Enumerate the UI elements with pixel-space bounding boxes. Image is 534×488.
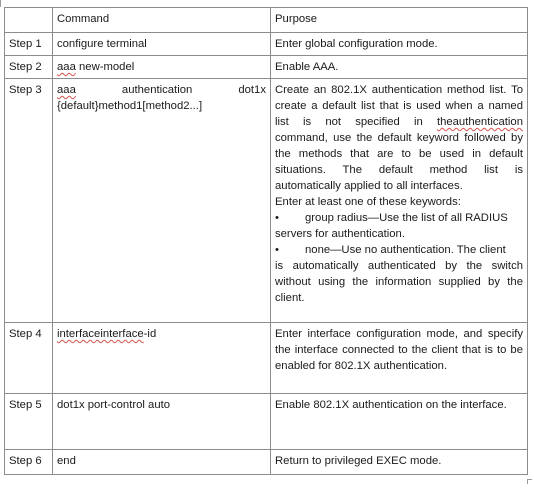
- command-line-1: [57, 82, 266, 98]
- step-label: Step 2: [5, 56, 53, 79]
- step-label: Step 5: [5, 394, 53, 450]
- list-item-none: • none—Use no authentication. The client: [275, 244, 506, 256]
- command-cell: end: [53, 450, 271, 475]
- command-word-dot1x: dot1x: [238, 84, 266, 96]
- header-purpose-cell: Purpose: [271, 8, 528, 33]
- purpose-cell: Enter global configuration mode.: [271, 33, 528, 56]
- configuration-steps-table: [4, 7, 528, 475]
- table-row-step-3: [5, 79, 528, 323]
- table-row-step-6: [5, 450, 528, 475]
- command-cell: dot1x port-control auto: [53, 394, 271, 450]
- step-label: Step 4: [5, 323, 53, 394]
- purpose-paragraph-1: Create an 802.1X authentication method list. To create a default list that is used when a named list is not specified in theauthentication command, use the default keyword followed by the methods that are to be used in default situations. The default method list is automatically applied to all interfaces.: [275, 84, 523, 192]
- purpose-cell: Return to privileged EXEC mode.: [271, 450, 528, 475]
- table-row-step-5: [5, 394, 528, 450]
- command-word-authentication: authentication: [121, 84, 193, 96]
- corner-mark-top-left: [0, 0, 1, 7]
- table-row-step-2: [5, 56, 528, 79]
- command-cell: [53, 56, 271, 79]
- bullet-icon: •: [275, 244, 279, 256]
- header-command-cell: Command: [53, 8, 271, 33]
- purpose-cell: Enter interface configuration mode, and specify the interface connected to the client that is to be enabled for 802.1X authentication.: [271, 323, 528, 394]
- command-keyword-aaa: aaa: [57, 61, 76, 73]
- step-label: Step 1: [5, 33, 53, 56]
- command-cell: [53, 79, 271, 323]
- table-row-step-4: [5, 323, 528, 394]
- command-keyword-interface: interfaceinterface: [57, 328, 144, 340]
- purpose-cell: [271, 79, 528, 323]
- list-item-group-radius: • group radius—Use the list of all RADIUS: [275, 212, 508, 224]
- purpose-cell: Enable 802.1X authentication on the interface.: [271, 394, 528, 450]
- header-step-cell: [5, 8, 53, 33]
- command-line-2: {default}method1[method2...]: [57, 100, 203, 112]
- step-label: Step 3: [5, 79, 53, 323]
- bullet-icon: •: [275, 212, 279, 224]
- command-text: -id: [143, 328, 157, 340]
- table-header-row: [5, 8, 528, 33]
- table-row-step-1: [5, 33, 528, 56]
- command-text: new-model: [75, 61, 135, 73]
- misspelled-theauthentication: theauthentication: [436, 116, 523, 128]
- list-item-group-radius-continued: servers for authentication.: [275, 228, 405, 240]
- purpose-paragraph-2: Enter at least one of these keywords:: [275, 196, 461, 208]
- step-label: Step 6: [5, 450, 53, 475]
- command-cell: configure terminal: [53, 33, 271, 56]
- purpose-cell: Enable AAA.: [271, 56, 528, 79]
- command-cell: [53, 323, 271, 394]
- list-item-none-continued: is automatically authenticated by the switch without using the information supplied by the client.: [275, 260, 523, 304]
- corner-mark-bottom-right-v: [527, 479, 528, 484]
- command-keyword-aaa: aaa: [57, 84, 76, 96]
